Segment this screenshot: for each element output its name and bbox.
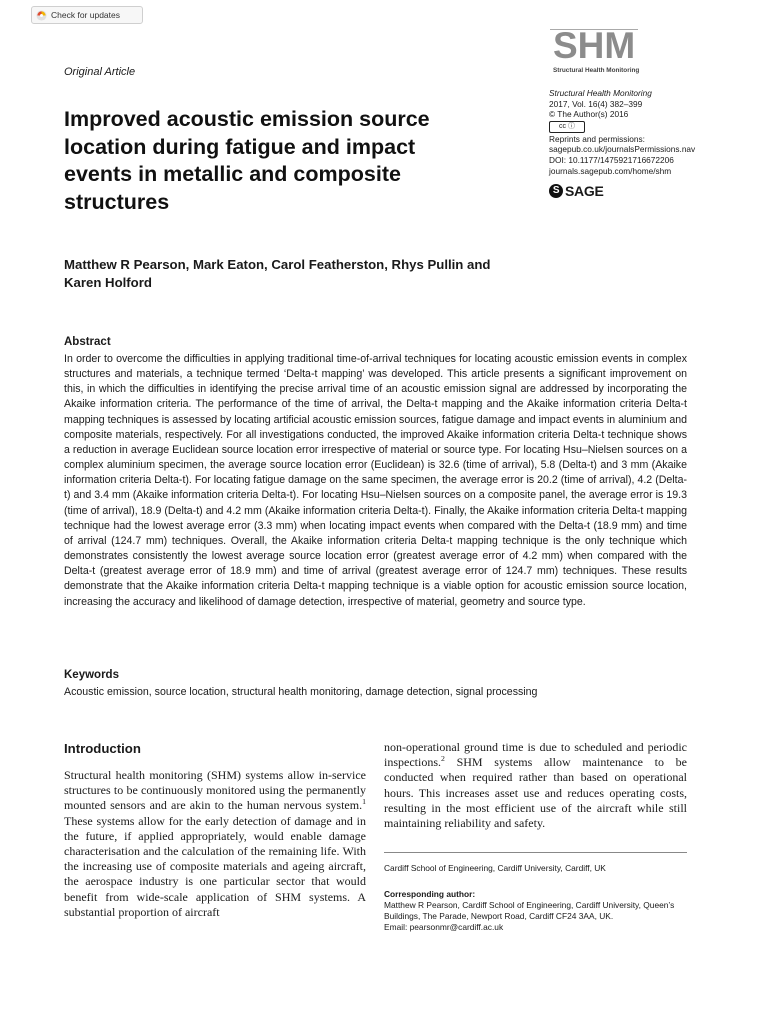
permissions-link[interactable]: sagepub.co.uk/journalsPermissions.nav (549, 144, 696, 155)
introduction-heading: Introduction (64, 741, 141, 756)
corresponding-author-email[interactable]: Email: pearsonmr@cardiff.ac.uk (384, 922, 504, 932)
journal-link[interactable]: journals.sagepub.com/home/shm (549, 165, 672, 176)
introduction-column-2 (384, 740, 687, 831)
sage-icon: S (549, 184, 563, 198)
intro-text: non-operational ground time is due to scheduled and periodic inspections. (384, 740, 687, 770)
intro-text: Structural health monitoring (SHM) systems allow in-service structures to be continuously monitored using the permanently mounted sensors and are akin to the human nervous system. (64, 768, 366, 813)
abstract-text: In order to overcome the difficulties in applying traditional time-of-arrival techniques for locating acoustic emission events in complex structures and materials, a technique termed ‘Delta-t mapping’ was developed. This article presents a significant improvement on this, in which the difficulties in identifying the precise arrival time of an acoustic emission signal are addressed by incorporating the Akaike information criteria. The performance of the time of arrival, the Delta-t mapping and the Akaike information criteria Delta-t mapping techniques is assessed by locating artificial acoustic emission sources, fatigue damage and impact events in aluminium and composite materials, respectively. For all investigations conducted, the improved Akaike information criteria Delta-t technique shows a reduction in average Euclidean source location error irrespective of material or source type. For locating Hsu–Nielsen sources on a complex aluminium specimen, the average source location error (Euclidean) is 32.6 (time of arrival), 5.8 (Delta-t) and 3 mm (Akaike information criteria Delta-t). For locating fatigue damage on the same specimen, the average error is 20.2 (time of arrival), 4.2 (Delta-t) and 3.4 mm (Akaike information criteria Delta-t). For locating Hsu–Nielsen sources on a composite panel, the average error is 19.3 (time of arrival), 18.9 (Delta-t) and 4.2 mm (Akaike information criteria Delta-t). Finally, the Akaike information criteria Delta-t mapping technique had the lowest average error (3.3 mm) when locating impact events when compared with the Delta-t (18.9 mm) and time of arrival (124.7 mm) techniques. Overall, the Akaike information criteria Delta-t mapping technique is the only technique which demonstrates consistently the lowest average source location error (greatest average error of 4.2 mm) when compared with the Delta-t (greatest average error of 18.9 mm) and time of arrival (greatest average error of 124.7 mm) techniques. These results demonstrate that the Akaike information criteria Delta-t mapping technique is a viable option for acoustic emission source location, increasing the accuracy and likelihood of damage detection, irrespective of material, geometry and source type. (64, 353, 688, 608)
footnote-divider (384, 852, 687, 853)
creative-commons-icon: cc ⓘ (549, 121, 585, 133)
reprints-label: Reprints and permissions: (549, 133, 645, 144)
keywords-text: Acoustic emission, source location, structural health monitoring, damage detection, signal processing (64, 686, 538, 698)
affiliation: Cardiff School of Engineering, Cardiff University, Cardiff, UK (384, 863, 606, 873)
doi[interactable]: DOI: 10.1177/1475921716672206 (549, 154, 674, 165)
authors-line-2: Karen Holford (64, 274, 152, 290)
reference-marker[interactable]: 1 (362, 797, 366, 807)
corresponding-author-heading: Corresponding author: (384, 889, 476, 899)
check-for-updates-button[interactable] (31, 6, 143, 24)
journal-logo-subtitle: Structural Health Monitoring (553, 67, 640, 74)
author-list (64, 256, 584, 291)
copyright: © The Author(s) 2016 (549, 109, 629, 120)
keywords-heading: Keywords (64, 669, 119, 681)
journal-logo-text: SHM (553, 25, 636, 66)
reference-marker[interactable]: 2 (441, 754, 445, 764)
check-updates-label[interactable]: Check for updates (51, 10, 120, 20)
journal-name: Structural Health Monitoring (549, 88, 652, 98)
journal-logo (553, 25, 640, 77)
article-title: Improved acoustic emission source location during fatigue and impact events in metallic and composite structures (64, 107, 430, 214)
article-type: Original Article (64, 66, 136, 78)
authors-line-1: Matthew R Pearson, Mark Eaton, Carol Featherston, Rhys Pullin and (64, 257, 491, 272)
corresponding-author-details (384, 900, 687, 933)
publisher-name: SAGE (565, 183, 604, 199)
introduction-column-1 (64, 768, 366, 920)
corresponding-author-address: Matthew R Pearson, Cardiff School of Engineering, Cardiff University, Queen’s Buildings, The Parade, Newport Road, Cardiff CF24 3AA, UK. (384, 900, 675, 921)
abstract-heading: Abstract (64, 336, 111, 348)
publisher-logo (549, 183, 603, 199)
intro-text: These systems allow for the early detection of damage and in the future, if applied appropriately, would enable damage characterisation and the calculation of the remaining life. With the increasing use of composite materials and ageing aircraft, the aerospace industry is one particular sector that would benefit from wide-scale application of SHM systems. A substantial proportion of aircraft (64, 813, 366, 919)
intro-text: SHM systems allow maintenance to be conducted when required rather than based on operational hours. This increases asset use and reduces operating costs, resulting in the most efficient use of the aircraft while still maintaining reliability and safety. (384, 755, 687, 831)
journal-volume: 2017, Vol. 16(4) 382–399 (549, 98, 643, 109)
check-updates-icon (36, 10, 47, 21)
journal-info (549, 88, 759, 176)
